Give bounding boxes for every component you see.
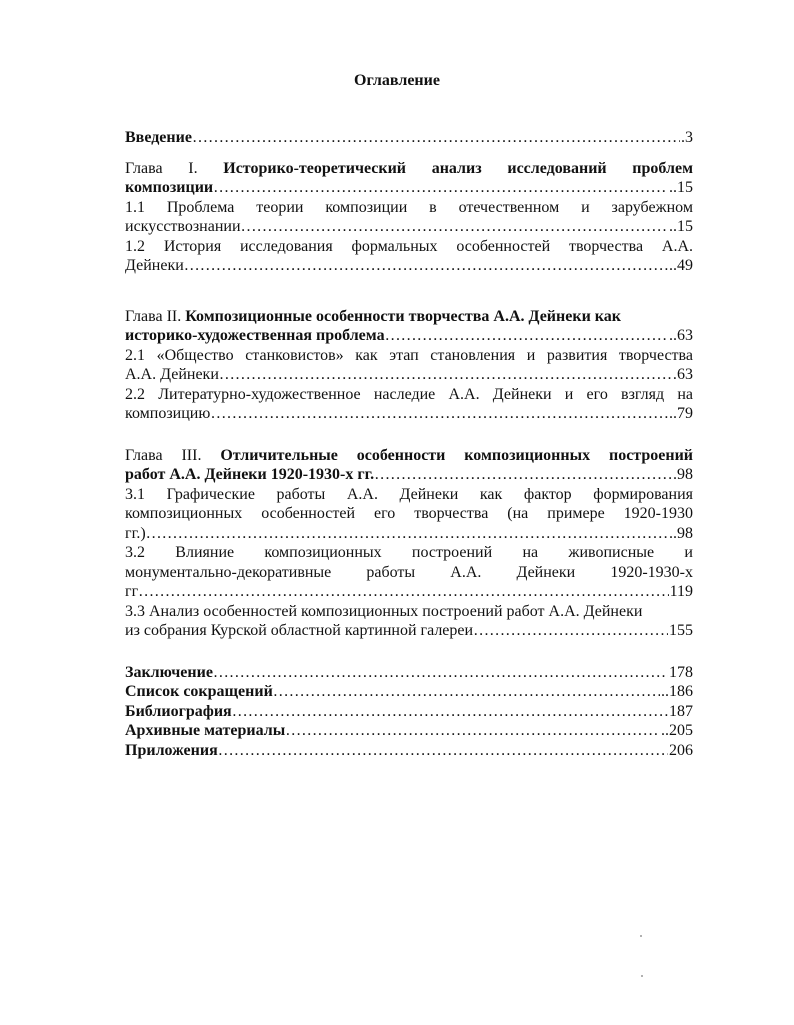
toc-section-1-1-page — [125, 217, 693, 237]
dot-leader — [218, 741, 668, 761]
toc-page-number: ..15 — [669, 179, 693, 196]
toc-section-3-3-page — [125, 621, 693, 641]
chapter-prefix: Глава III. — [125, 446, 221, 464]
dot-leader — [184, 256, 668, 276]
toc-label: Приложения — [125, 741, 218, 759]
toc-label: Дейнеки — [125, 257, 184, 274]
toc-entry-appendices — [125, 741, 693, 761]
toc-page-number: ..49 — [669, 257, 693, 274]
toc-label: Библиография — [125, 702, 232, 720]
toc-entry-bibliography — [125, 702, 693, 722]
toc-chapter-1-heading — [125, 159, 693, 179]
toc-page-number: ..63 — [669, 327, 693, 344]
dot-leader — [192, 128, 680, 148]
toc-page-number: 155 — [669, 622, 693, 639]
toc-chapter-1-page — [125, 178, 693, 198]
toc-section-3-2-page — [125, 582, 693, 602]
dot-leader — [213, 178, 668, 198]
toc-section-1-2: 1.2 История исследования формальных особенностей творчества А.А. — [125, 237, 693, 255]
toc-label: из собрания Курской областной картинной галереи — [125, 622, 474, 639]
dot-leader — [138, 582, 668, 602]
toc-section-1-1: 1.1 Проблема теории композиции в отечественном и зарубежном — [125, 198, 693, 216]
toc-page-number: ..79 — [669, 405, 693, 422]
toc-page-number: 206 — [669, 741, 693, 759]
chapter-prefix: Глава II. — [125, 307, 186, 325]
toc-page-number: ..15 — [669, 218, 693, 235]
toc-section-3-1-page — [125, 524, 693, 544]
toc-label: Введение — [125, 129, 192, 146]
toc-section-2-2-page — [125, 404, 693, 424]
toc-page-number: ..186 — [661, 683, 693, 700]
toc-label: композиции — [125, 179, 214, 196]
toc-section-2-1-page — [125, 365, 693, 385]
dot-leader — [285, 721, 660, 741]
toc-label: работ А.А. Дейнеки 1920-1930-х гг. — [125, 466, 375, 483]
toc-entry-conclusion — [125, 663, 693, 683]
toc-section-3-1-cont: композиционных особенностей его творчества (на примере 1920-1930 — [125, 505, 693, 522]
toc-label: А.А. Дейнеки — [125, 366, 219, 383]
toc-page-number: ..98 — [669, 524, 693, 542]
toc-section-1-2-page — [125, 256, 693, 276]
toc-section-3-2: 3.2 Влияние композиционных построений на живописные и — [125, 544, 693, 561]
toc-page-number: 187 — [669, 702, 693, 720]
toc-label: Заключение — [125, 663, 213, 681]
chapter-title: Отличительные особенности композиционных построений — [220, 446, 694, 464]
toc-label: композицию — [125, 405, 211, 422]
toc-label: гг.) — [125, 524, 146, 542]
toc-page-number: .3 — [681, 129, 693, 146]
dot-leader — [273, 682, 660, 702]
chapter-title: Композиционные особенности творчества А.А. Дейнеки как — [185, 307, 621, 325]
dot-leader — [213, 663, 668, 683]
table-of-contents — [125, 128, 693, 760]
toc-chapter-2-heading — [125, 307, 693, 327]
toc-page-number: ..205 — [661, 722, 693, 739]
toc-entry-archives — [125, 721, 693, 741]
toc-section-3-2-cont: монументально-декоративные работы А.А. Дейнеки 1920-1930-х — [125, 563, 693, 581]
toc-label: искусствознании — [125, 218, 241, 235]
toc-section-2-2: 2.2 Литературно-художественное наследие А.А. Дейнеки и его взгляд на — [125, 385, 693, 403]
toc-page-number: 63 — [677, 366, 693, 383]
toc-label: Список сокращений — [125, 683, 273, 700]
dot-leader — [210, 404, 668, 424]
toc-chapter-2-page — [125, 326, 693, 346]
dot-leader — [473, 621, 668, 641]
dot-leader — [219, 365, 676, 385]
scan-speck — [641, 975, 643, 977]
toc-section-3-1: 3.1 Графические работы А.А. Дейнеки как фактор формирования — [125, 485, 693, 503]
dot-leader — [385, 326, 668, 346]
toc-label: Архивные материалы — [125, 722, 286, 739]
dot-leader — [146, 524, 668, 544]
toc-label: историко-художественная проблема — [125, 327, 385, 344]
dot-leader — [374, 465, 672, 485]
toc-section-3-3: 3.3 Анализ особенностей композиционных построений работ А.А. Дейнеки — [125, 602, 643, 620]
toc-chapter-3-page — [125, 465, 693, 485]
toc-label: гг — [125, 583, 139, 600]
toc-page-number: 178 — [669, 663, 693, 681]
chapter-title: Историко-теоретический анализ исследований проблем — [223, 159, 693, 177]
toc-page-number: 119 — [669, 583, 693, 600]
dot-leader — [232, 702, 668, 722]
toc-page-number: .98 — [673, 466, 693, 483]
toc-entry-intro — [125, 128, 693, 148]
toc-section-2-1: 2.1 «Общество станковистов» как этап становления и развития творчества — [125, 346, 693, 364]
dot-leader — [241, 217, 668, 237]
scan-speck — [640, 935, 642, 937]
toc-entry-abbreviations — [125, 682, 693, 702]
chapter-prefix: Глава I. — [125, 159, 224, 177]
page-title: Оглавление — [354, 72, 440, 89]
toc-chapter-3-heading — [125, 446, 693, 466]
